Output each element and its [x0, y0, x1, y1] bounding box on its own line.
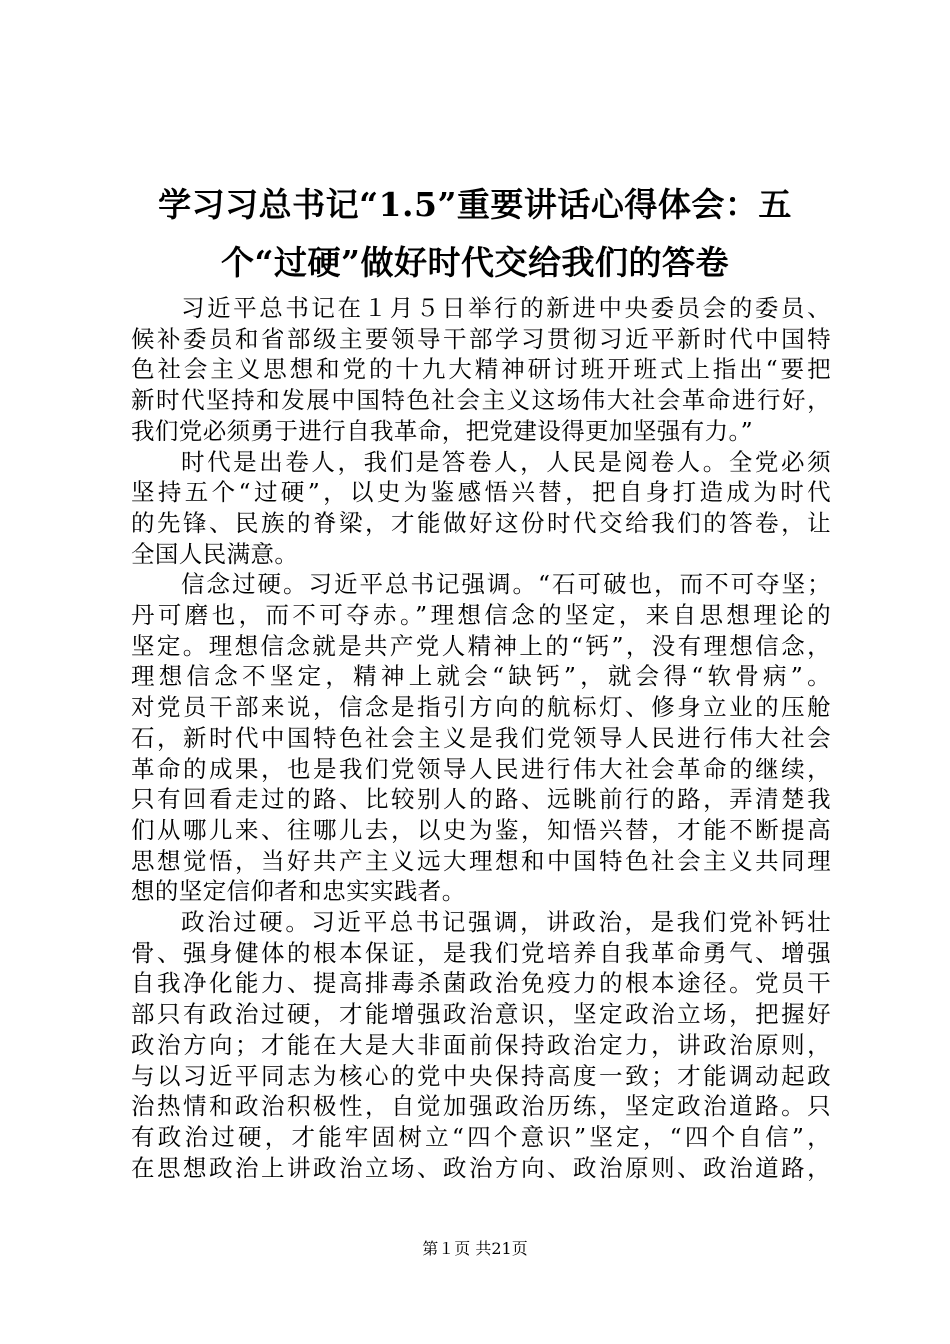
text-line: 与以习近平同志为核心的党中央保持高度一致；才能调动起政 [131, 1061, 831, 1090]
text-line: 理想信念不坚定，精神上就会“缺钙”，就会得“软骨病”。 [131, 662, 831, 691]
text-line: 革命的成果，也是我们党领导人民进行伟大社会革命的继续， [131, 754, 831, 783]
text-line: 们从哪儿来、往哪儿去，以史为鉴，知悟兴替，才能不断提高 [131, 815, 831, 844]
text-line: 信念过硬。习近平总书记强调。“石可破也，而不可夺坚； [181, 570, 831, 599]
title-line: 学习习总书记“1.5”重要讲话心得体会：五 [158, 185, 792, 224]
document-body [131, 293, 831, 1183]
paragraph-times [131, 447, 831, 570]
text-line: 有政治过硬，才能牢固树立“四个意识”坚定，“四个自信”， [131, 1122, 831, 1151]
text-line: 在思想政治上讲政治立场、政治方向、政治原则、政治道路， [131, 1153, 831, 1182]
text-line: 思想觉悟，当好共产主义远大理想和中国特色社会主义共同理 [131, 846, 831, 875]
text-line: 部只有政治过硬，才能增强政治意识，坚定政治立场，把握好 [131, 1000, 831, 1029]
text-line: 政治过硬。习近平总书记强调，讲政治，是我们党补钙壮 [181, 908, 831, 937]
text-line: 坚持五个“过硬”，以史为鉴感悟兴替，把自身打造成为时代 [131, 478, 831, 507]
paragraph-intro [131, 293, 831, 447]
paragraph-belief [131, 569, 831, 907]
text-line: 石，新时代中国特色社会主义是我们党领导人民进行伟大社会 [131, 723, 831, 752]
document-title [118, 176, 832, 292]
text-line: 色社会主义思想和党的十九大精神研讨班开班式上指出“要把 [131, 355, 831, 384]
text-line: 骨、强身健体的根本保证，是我们党培养自我革命勇气、增强 [131, 938, 831, 967]
text-line: 自我净化能力、提高排毒杀菌政治免疫力的根本途径。党员干 [131, 969, 831, 998]
text-line: 对党员干部来说，信念是指引方向的航标灯、修身立业的压舱 [131, 693, 831, 722]
text-line: 政治方向；才能在大是大非面前保持政治定力，讲政治原则， [131, 1030, 831, 1059]
text-line: 时代是出卷人，我们是答卷人，人民是阅卷人。全党必须 [181, 447, 831, 476]
text-line: 想的坚定信仰者和忠实实践者。 [131, 877, 466, 906]
text-line: 新时代坚持和发展中国特色社会主义这场伟大社会革命进行好， [131, 386, 831, 415]
text-line: 全国人民满意。 [131, 539, 299, 568]
text-line: 治热情和政治积极性，自觉加强政治历练，坚定政治道路。只 [131, 1092, 831, 1121]
title-line: 个“过硬”做好时代交给我们的答卷 [221, 243, 729, 282]
text-line: 坚定。理想信念就是共产党人精神上的“钙”，没有理想信念， [131, 631, 831, 660]
text-line: 我们党必须勇于进行自我革命，把党建设得更加坚强有力。” [131, 416, 754, 445]
text-line: 丹可磨也，而不可夺赤。”理想信念的坚定，来自思想理论的 [131, 601, 831, 630]
text-line: 的先锋、民族的脊梁，才能做好这份时代交给我们的答卷，让 [131, 508, 831, 537]
text-line: 候补委员和省部级主要领导干部学习贯彻习近平新时代中国特 [131, 324, 831, 353]
paragraph-politics [131, 907, 831, 1183]
text-line: 只有回看走过的路、比较别人的路、远眺前行的路，弄清楚我 [131, 785, 831, 814]
text-line: 习近平总书记在１月５日举行的新进中央委员会的委员、 [181, 294, 831, 322]
page-number-footer: 第１页 共21页 [422, 1239, 528, 1258]
